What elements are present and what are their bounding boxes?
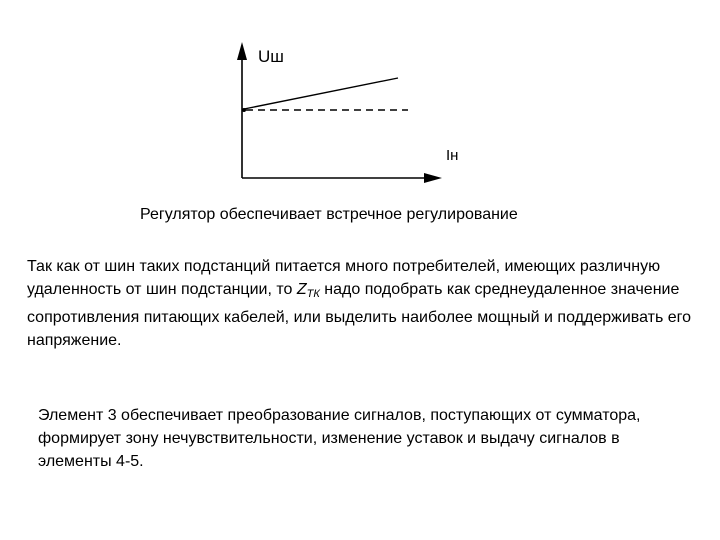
paragraph1-text-end: надо подобрать как среднеудаленное значение сопротивления питающих кабелей, или выделить наиболее мощный и поддерживать его напряжение. bbox=[27, 281, 692, 349]
impedance-subscript: ТК bbox=[306, 288, 320, 300]
paragraph-element-3: Элемент 3 обеспечивает преобразование сигналов, поступающих от сумматора, формирует зону нечувствительности, изменение уставок и выдачу сигналов в элементы 4-5. bbox=[38, 407, 641, 470]
impedance-symbol: $Z_{ТК}$ bbox=[296, 281, 320, 300]
paragraph1-text-start: Так как от шин таких подстанций питается много потребителей, имеющих различную удаленность от шин подстанции, то bbox=[27, 258, 661, 298]
paragraph-substation-consumers bbox=[27, 255, 697, 352]
x-axis-label: Iн bbox=[446, 147, 459, 164]
voltage-current-diagram bbox=[0, 0, 720, 200]
voltage-characteristic-line bbox=[244, 78, 398, 109]
x-axis-arrow bbox=[424, 173, 442, 183]
y-axis-label: Uш bbox=[258, 47, 284, 66]
diagram-caption: Регулятор обеспечивает встречное регулирование bbox=[140, 206, 518, 223]
y-axis-arrow bbox=[237, 42, 247, 60]
start-point bbox=[242, 108, 246, 112]
